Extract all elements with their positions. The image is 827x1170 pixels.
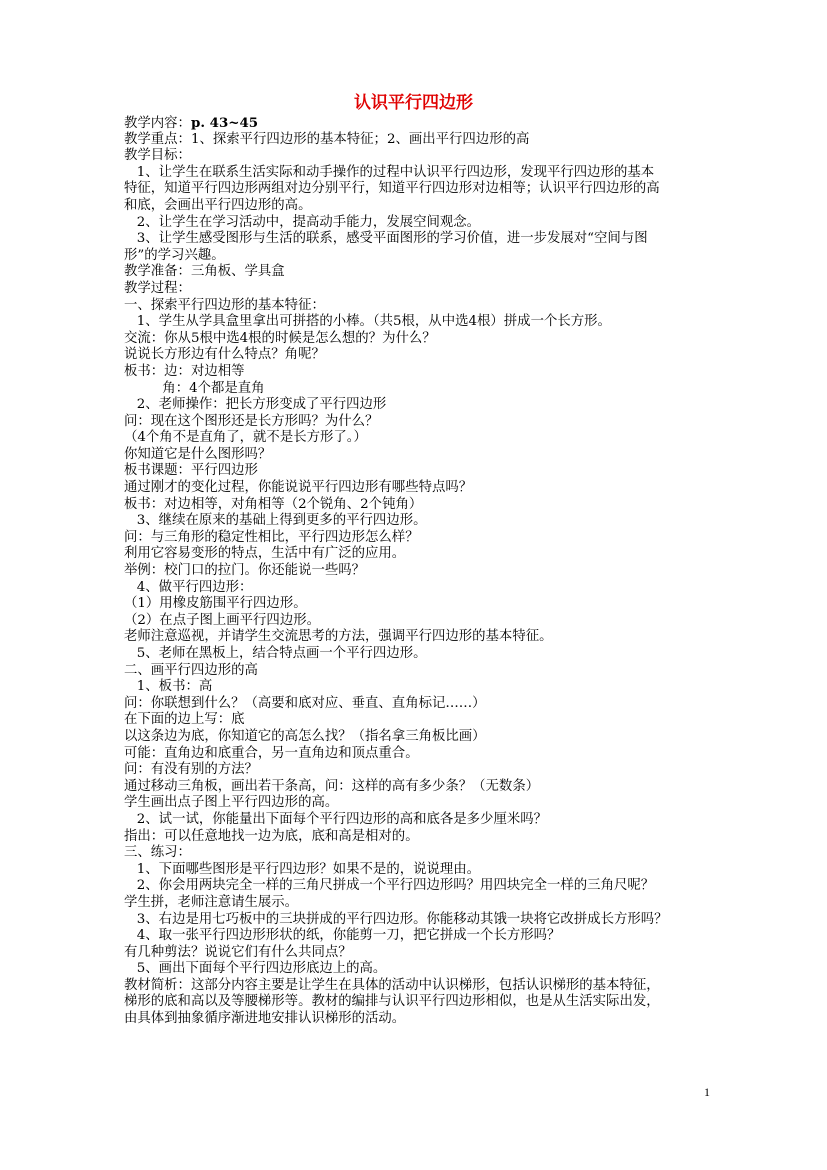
text-line: 指出：可以任意地找一边为底，底和高是相对的。 [124, 828, 419, 844]
text-line: 在下面的边上写：底 [124, 712, 245, 728]
text-line: 1、学生从学具盒里拿出可拼搭的小棒。（共5根，从中选4根）拼成一个长方形。 [124, 314, 611, 330]
document-body [124, 115, 714, 1028]
text-line: 角：4个都是直角 [124, 380, 265, 396]
text-line: 板书：边：对边相等 [124, 363, 245, 379]
page-number: 1 [704, 1085, 710, 1099]
text-line: 通过刚才的变化过程，你能说说平行四边形有哪些特点吗？ [124, 480, 473, 496]
text-line: 二、画平行四边形的高 [124, 662, 258, 678]
text-line: 说说长方形边有什么特点？角呢？ [124, 347, 325, 363]
text-line: 教学重点：1、探索平行四边形的基本特征；2、画出平行四边形的高 [124, 131, 530, 147]
text-line: 由具体到抽象循序渐进地安排认识梯形的活动。 [124, 1011, 406, 1027]
text-lines [124, 132, 714, 1028]
text-line: 学生画出点子图上平行四边形的高。 [124, 795, 339, 811]
text-line: 5、老师在黑板上，结合特点画一个平行四边形。 [124, 646, 427, 661]
text-line: 学生拼，老师注意请生展示。 [124, 894, 299, 910]
text-line: 你知道它是什么图形吗？ [124, 446, 272, 462]
text-line: 1、下面哪些图形是平行四边形？如果不是的，说说理由。 [124, 861, 481, 877]
text-line: 教学过程： [124, 280, 191, 296]
text-line: 1、板书：高 [124, 679, 213, 695]
text-line: 以这条边为底，你知道它的高怎么找？（指名拿三角板比画） [124, 728, 486, 744]
text-line: 4、取一张平行四边形形状的纸，你能剪一刀，把它拼成一个长方形吗？ [124, 928, 561, 944]
text-line: 2、让学生在学习活动中，提高动手能力，发展空间观念。 [124, 214, 481, 230]
text-line: 5、画出下面每个平行四边形底边上的高。 [124, 961, 387, 977]
text-line: 通过移动三角板，画出若干条高，问：这样的高有多少条？（无数条） [124, 778, 540, 794]
text-line: 3、右边是用七巧板中的三块拼成的平行四边形。你能移动其饿一块将它改拼成长方形吗？ [124, 911, 668, 927]
text-line: 有几种剪法？说说它们有什么共同点？ [124, 944, 352, 960]
text-line: 2、你会用两块完全一样的三角尺拼成一个平行四边形吗？用四块完全一样的三角尺呢？ [124, 878, 655, 894]
content-pages: p. 43~45 [190, 115, 259, 131]
text-line: 板书：对边相等，对角相等（2个锐角、2个钝角） [124, 496, 423, 512]
text-line: （1）用橡皮筋围平行四边形。 [124, 596, 307, 612]
text-line: 利用它容易变形的特点，生活中有广泛的应用。 [124, 546, 406, 562]
text-line: 教学准备：三角板、学具盒 [124, 264, 285, 280]
text-line: 板书课题：平行四边形 [124, 463, 258, 479]
content-line [124, 115, 714, 132]
text-line: 一、探索平行四边形的基本特征： [124, 297, 325, 313]
text-line: 1、让学生在联系生活实际和动手操作的过程中认识平行四边形，发现平行四边形的基本 [124, 164, 655, 180]
text-line: 3、继续在原来的基础上得到更多的平行四边形。 [124, 513, 427, 529]
text-line: 三、练习： [124, 845, 191, 861]
text-line: 2、试一试，你能量出下面每个平行四边形的高和底各是多少厘米吗？ [124, 811, 548, 827]
text-line: 教学目标： [124, 148, 191, 164]
text-line: 形”的学习兴趣。 [124, 247, 225, 263]
text-line: （2）在点子图上画平行四边形。 [124, 612, 320, 628]
text-line: 交流：你从5根中选4根的时候是怎么想的？为什么？ [124, 330, 436, 346]
text-line: 举例：校门口的拉门。你还能说一些吗？ [124, 563, 366, 579]
text-line: 问：有没有别的方法？ [124, 762, 258, 778]
text-line: （4个角不是直角了，就不是长方形了。） [124, 430, 367, 446]
text-line: 问：现在这个图形还是长方形吗？为什么？ [124, 413, 379, 429]
text-line: 2、老师操作：把长方形变成了平行四边形 [124, 397, 387, 413]
text-line: 3、让学生感受图形与生活的联系，感受平面图形的学习价值，进一步发展对“空间与图 [124, 231, 648, 247]
text-line: 可能：直角边和底重合，另一直角边和顶点重合。 [124, 745, 419, 761]
text-line: 梯形的底和高以及等腰梯形等。教材的编排与认识平行四边形相似，也是从生活实际出发， [124, 994, 660, 1010]
text-line: 特征，知道平行四边形两组对边分别平行，知道平行四边形对边相等；认识平行四边形的高 [124, 181, 660, 197]
text-line: 教材简析：这部分内容主要是让学生在具体的活动中认识梯形，包括认识梯形的基本特征， [124, 977, 660, 993]
content-label: 教学内容： [124, 116, 191, 131]
text-line: 问：你联想到什么？（高要和底对应、垂直、直角标记……） [124, 695, 486, 711]
document-title: 认识平行四边形 [354, 93, 473, 113]
text-line: 4、做平行四边形： [124, 579, 253, 595]
text-line: 和底，会画出平行四边形的高。 [124, 197, 312, 213]
text-line: 老师注意巡视，并请学生交流思考的方法，强调平行四边形的基本特征。 [124, 629, 553, 645]
text-line: 问：与三角形的稳定性相比，平行四边形怎么样？ [124, 529, 419, 545]
